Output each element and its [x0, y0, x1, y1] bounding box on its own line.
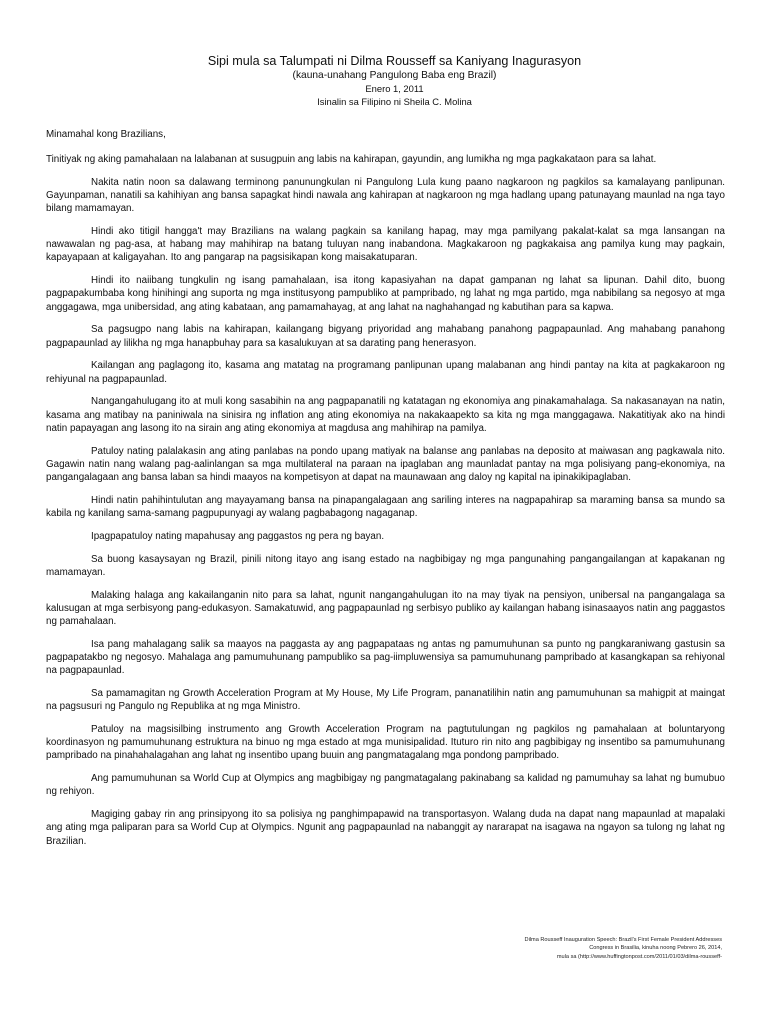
paragraph-9: Hindi natin pahihintulutan ang mayayamang bansa na pinapangalagaan ang sariling interes na nagpapahirap sa maraming bansa sa mundo sa kabila ng kanilang sama-samang pagpupunyagi ay walang pagbabagong nagaganap. [46, 494, 725, 520]
paragraph-2: Nakita natin noon sa dalawang terminong panunungkulan ni Pangulong Lula kung paano nagkaroon ng pagkilos sa kamalayang panlipunan. Gayunpaman, nanatili sa kahihiyan ang bansa sapagkat hindi nawala ang kahirapan at nagkaroon ng mga hadlang upang patunayang maunlad na nga tayo bilang mamamayan. [46, 176, 725, 215]
speech-body [46, 153, 725, 848]
paragraph-11: Sa buong kasaysayan ng Brazil, pinili nitong itayo ang isang estado na nagbibigay ng mga pangunahing pangangailangan at kapakanan ng mamamayan. [46, 553, 725, 578]
translator-credit: Isinalin sa Filipino ni Sheila C. Molina [317, 96, 472, 107]
salutation: Minamahal kong Brazilians, [46, 129, 166, 140]
document-header [64, 54, 725, 108]
paragraph-17: Magiging gabay rin ang prinsipyong ito sa polisiya ng panghimpapawid na transportasyon. Walang duda na dapat nang mapaunlad at mapalaki ang ating mga paliparan para sa World Cup at Olympics. Ngunit ang pagpapaunlad na nabanggit ay nararapat na isagawa na ngayon sa tulong ng lahat ng Brazilian. [46, 809, 725, 847]
paragraph-4: Hindi ito naiibang tungkulin ng isang pamahalaan, isa itong kapasiyahan na dapat gampanan ng lahat sa lipunan. Dahil dito, buong pagpapakumbaba kong hinihingi ang suporta ng mga institusyong pampubliko at pampribado, ng lahat ng mga partido, mga nabibilang sa negosyo at mga anggagawa, mga unibersidad, ang ating kabataan, ang pamamahayag, at ang lahat na naghahangad ng kabutihan para sa kapwa. [46, 275, 725, 313]
paragraph-15: Patuloy na magsisilbing instrumento ang Growth Acceleration Program na pagtutulungan ng pagkilos ng pamahalaan at boluntaryong koordinasyon ng pamumuhunang estruktura na binuo ng mga estado at mga munisipalidad. Ituturo rin nito ang pagbibigay ng insentibo sa pamumuhunang pampribado na pinahahalagahan ang lahat ng insentibo upang buuin ang pangmatagalang mga pondong pampribado. [46, 724, 725, 762]
paragraph-10: Ipagpapatuloy nating mapahusay ang paggastos ng pera ng bayan. [91, 530, 385, 542]
footnote-line-2: Congress in Brasilia, kinuha noong Pebrero 26, 2014, [589, 945, 722, 952]
document-title: Sipi mula sa Talumpati ni Dilma Rousseff sa Kaniyang Inagurasyon [207, 54, 582, 68]
paragraph-6: Kailangan ang paglagong ito, kasama ang matatag na programang panlipunan upang malabanan ang hindi pantay na kita at pagkakaroon ng rehiyunal na pagpapaunlad. [46, 360, 725, 385]
footnote-line-3[interactable]: mula sa (http://www.huffingtonpost.com/2011/01/03/dilma-rousseff- [556, 953, 722, 960]
paragraph-3: Hindi ako titigil hangga't may Brazilians na walang pagkain sa kanilang hapag, may mga pamilyang pakalat-kalat sa mga lansangan na nawawalan ng pag-asa, at habang may mahihirap na batang tuluyan nang inabandona. Magkakaroon ng pagkakaisa ang pamilya kung may pagkain, kapayapaan at kaligayahan. Ito ang pangarap na pagsisikapan kong maisakatuparan. [46, 226, 725, 264]
paragraph-12: Malaking halaga ang kakailanganin nito para sa lahat, ngunit nangangahulugan ito na may tiyak na pensiyon, unibersal na pangangalaga sa kalusugan at mga serbisyong pang-edukasyon. Samakatuwid, ang pagpapaunlad ng serbisyo publiko ay kailangan habang isinasaayos natin ang paggastos ng pamahalaan. [46, 589, 725, 628]
document-date: Enero 1, 2011 [365, 83, 424, 94]
paragraph-7: Nangangahulugang ito at muli kong sasabihin na ang pagpapanatili ng katatagan ng ekonomiya ang pinakamahalaga. Sa nakasanayan na natin, kasama ang matibay na paniniwala na sinisira ng inflation ang ating ekonomiya na nakakaapekto sa kita ng mga manggagawa. Nakatitiyak ako na hindi natin papayagan ang lasong ito na sirain ang ating ekonomiya at magdusa ang mahihirap na pamilya. [46, 396, 725, 434]
paragraph-13: Isa pang mahalagang salik sa maayos na paggasta ay ang pagpapataas ng antas ng pamumuhunan sa punto ng pangkaraniwang gastusin sa pagpapatakbo ng negosyo. Mahalaga ang pamumuhunang pampubliko sa pag-iimpluwensiya sa pamumuhunang pampribado at kasangkapan sa rehiyonal na pagpapaunlad. [46, 638, 725, 677]
footnote-line-1: Dilma Rousseff Inauguration Speech: Brazil's First Female President Addresses [524, 937, 722, 943]
source-footnote [392, 936, 722, 961]
paragraph-8: Patuloy nating palalakasin ang ating panlabas na pondo upang matiyak na balanse ang panlabas na deposito at maiwasan ang pagkawala nito. Gagawin natin nang walang pag-aalinlangan sa mga multilateral na paraan na ipaglaban ang maunladat pantay na mga polisiyang pang-ekonomiya, na pangangalagaan ang bansa laban sa hindi maayos na kompetisyon at dapat na maunawaan ang daloy ng kapital na ipinakikipaglaban. [46, 445, 725, 484]
paragraph-5: Sa pagsugpo nang labis na kahirapan, kailangang bigyang priyoridad ang mahabang panahong pagpapaunlad. Ang mahabang panahong pagpapaunlad ay lilikha ng mga hanapbuhay para sa kasalukuyan at sa darating pang henerasyon. [46, 324, 725, 349]
document-subtitle: (kauna-unahang Pangulong Baba eng Brazil) [292, 70, 497, 81]
paragraph-16: Ang pamumuhunan sa World Cup at Olympics ang magbibigay ng pangmatagalang pakinabang sa kalidad ng pamumuhay sa lahat ng bumubuo ng rehiyon. [46, 773, 725, 798]
paragraph-1: Tinitiyak ng aking pamahalaan na lalabanan at susugpuin ang labis na kahirapan, gayundin, ang lumikha ng mga pagkakataon para sa lahat. [46, 154, 657, 165]
paragraph-14: Sa pamamagitan ng Growth Acceleration Program at My House, My Life Program, pananatilihin natin ang pamumuhunan sa mahigpit at maingat na pagsusuri ng Pangulo ng Republika at ng mga Ministro. [46, 688, 725, 713]
